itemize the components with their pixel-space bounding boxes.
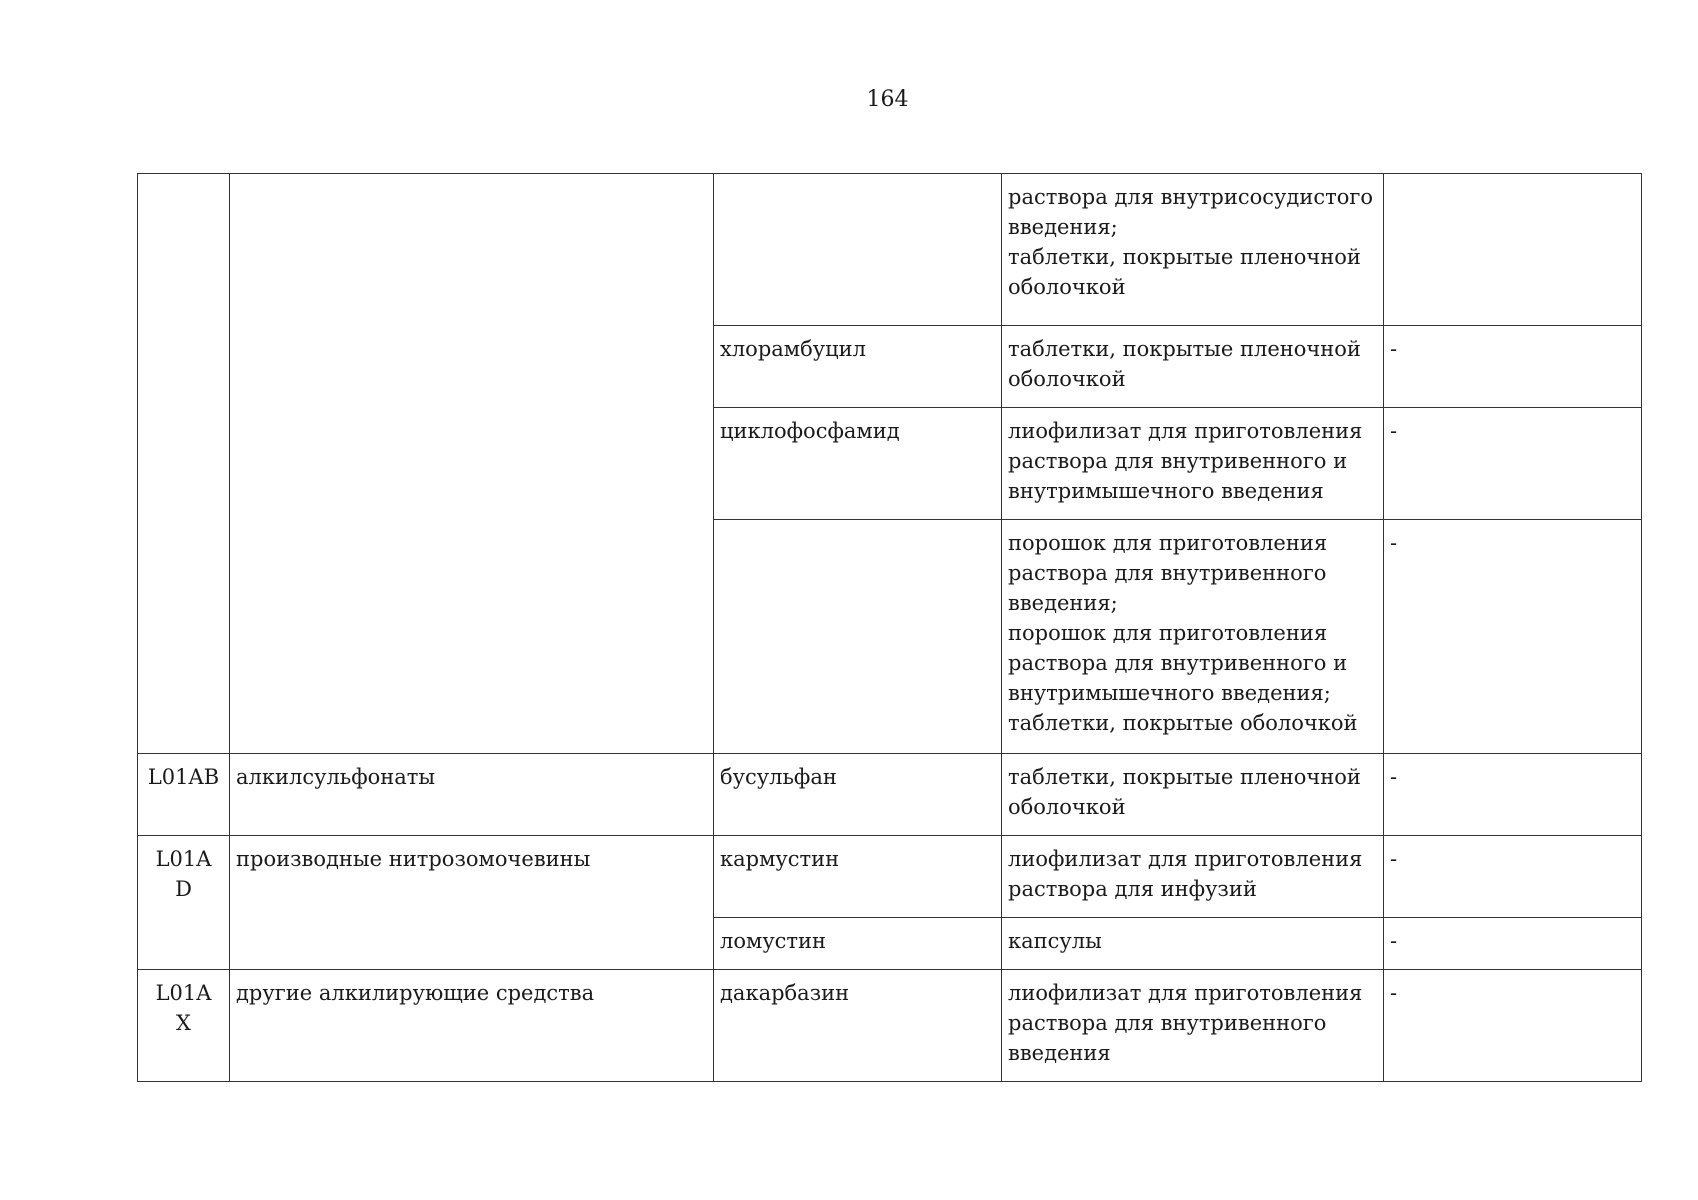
dosage-form-cell: таблетки, покрытые пленочной оболочкой (1002, 754, 1384, 836)
drug-table (137, 173, 1642, 1082)
table-row (138, 174, 1642, 326)
note-cell: - (1384, 970, 1642, 1082)
dosage-form-cell: раствора для внутрисосудистого введения; таблетки, покрытые пленочной оболочкой (1002, 174, 1384, 326)
page-number: 164 (866, 87, 909, 112)
substance-cell: дакарбазин (714, 970, 1002, 1082)
dosage-form-cell: порошок для приготовления раствора для внутривенного введения; порошок для приготовления раствора для внутривенного и внутримышечного введения; таблетки, покрытые оболочкой (1002, 520, 1384, 754)
substance-cell: хлорамбуцил (714, 326, 1002, 408)
note-cell: - (1384, 836, 1642, 918)
substance-cell: циклофосфамид (714, 408, 1002, 520)
dosage-form-cell: таблетки, покрытые пленочной оболочкой (1002, 326, 1384, 408)
group-cell: алкилсульфонаты (230, 754, 714, 836)
atc-code-cell: L01A D (138, 836, 230, 970)
dosage-form-cell: капсулы (1002, 918, 1384, 970)
group-cell (230, 174, 714, 754)
group-cell: другие алкилирующие средства (230, 970, 714, 1082)
note-cell: - (1384, 520, 1642, 754)
substance-cell: кармустин (714, 836, 1002, 918)
table-row (138, 836, 1642, 918)
substance-cell (714, 174, 1002, 326)
dosage-form-cell: лиофилизат для приготовления раствора для инфузий (1002, 836, 1384, 918)
atc-code-cell: L01AB (138, 754, 230, 836)
substance-cell: бусульфан (714, 754, 1002, 836)
note-cell: - (1384, 326, 1642, 408)
atc-code-cell: L01A X (138, 970, 230, 1082)
table-row (138, 970, 1642, 1082)
dosage-form-cell: лиофилизат для приготовления раствора для внутривенного и внутримышечного введения (1002, 408, 1384, 520)
group-cell: производные нитрозомочевины (230, 836, 714, 970)
substance-cell: ломустин (714, 918, 1002, 970)
substance-cell (714, 520, 1002, 754)
note-cell (1384, 174, 1642, 326)
table-row (138, 754, 1642, 836)
note-cell: - (1384, 408, 1642, 520)
dosage-form-cell: лиофилизат для приготовления раствора для внутривенного введения (1002, 970, 1384, 1082)
note-cell: - (1384, 754, 1642, 836)
atc-code-cell (138, 174, 230, 754)
note-cell: - (1384, 918, 1642, 970)
